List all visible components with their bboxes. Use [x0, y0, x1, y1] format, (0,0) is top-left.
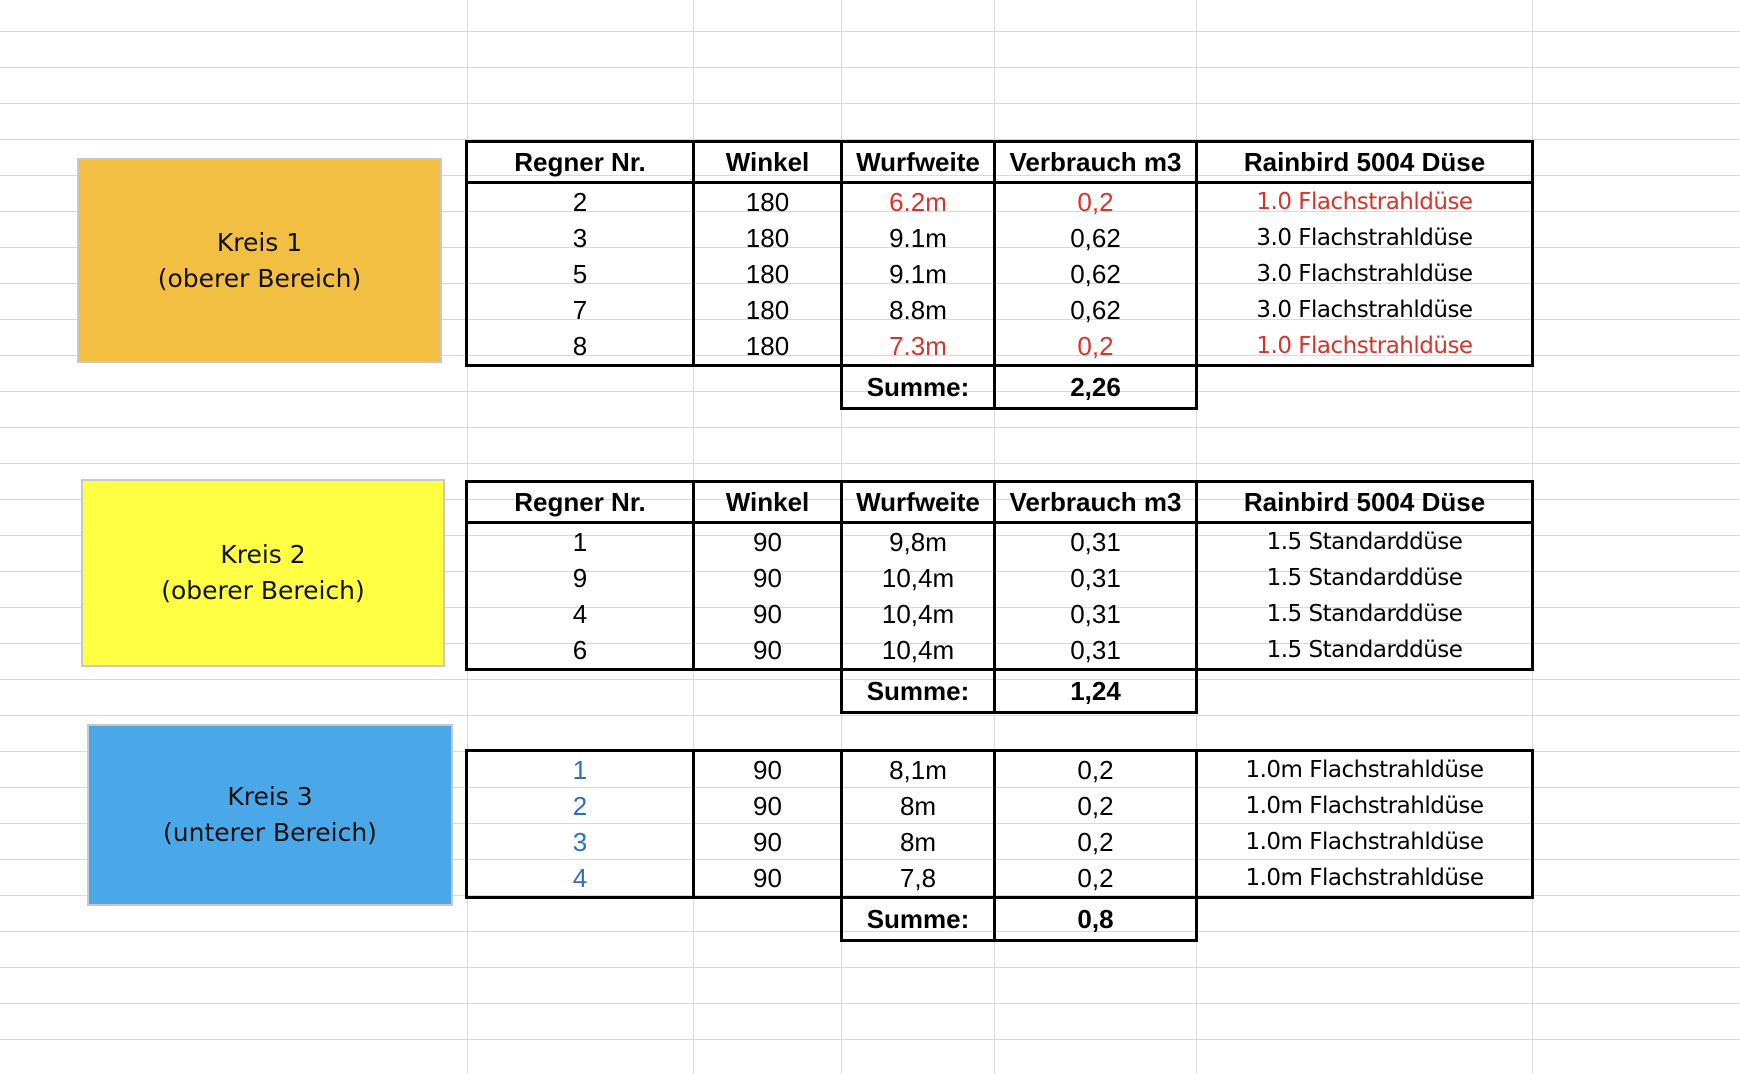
header-wurfweite[interactable]: Wurfweite: [842, 482, 995, 523]
cell-verbrauch[interactable]: 0,62: [995, 256, 1197, 292]
cell-winkel[interactable]: 90: [694, 860, 842, 898]
cell-winkel[interactable]: 180: [694, 220, 842, 256]
sum-row: [467, 366, 1533, 409]
sum-row: [467, 898, 1533, 941]
kreis-2-label[interactable]: [81, 479, 445, 667]
empty-cell: [694, 366, 842, 409]
sum-value[interactable]: 1,24: [995, 670, 1197, 713]
cell-regner-nr[interactable]: 1: [467, 751, 694, 789]
kreis-1-label[interactable]: [77, 158, 442, 363]
empty-cell: [467, 898, 694, 941]
table-row: [467, 824, 1533, 860]
header-duese[interactable]: Rainbird 5004 Düse: [1197, 142, 1533, 183]
cell-winkel[interactable]: 180: [694, 256, 842, 292]
kreis-title: Kreis 2: [220, 540, 306, 569]
cell-verbrauch[interactable]: 0,31: [995, 523, 1197, 561]
cell-regner-nr[interactable]: 4: [467, 860, 694, 898]
cell-winkel[interactable]: 180: [694, 183, 842, 221]
cell-duese[interactable]: 1.5 Standarddüse: [1197, 596, 1533, 632]
kreis-subtitle: (unterer Bereich): [163, 818, 377, 847]
cell-verbrauch[interactable]: 0,2: [995, 751, 1197, 789]
cell-regner-nr[interactable]: 7: [467, 292, 694, 328]
cell-winkel[interactable]: 90: [694, 560, 842, 596]
cell-wurfweite[interactable]: 10,4m: [842, 560, 995, 596]
cell-wurfweite[interactable]: 9.1m: [842, 256, 995, 292]
table-row: [467, 220, 1533, 256]
cell-duese[interactable]: 1.0m Flachstrahldüse: [1197, 824, 1533, 860]
table-row: [467, 523, 1533, 561]
header-duese[interactable]: Rainbird 5004 Düse: [1197, 482, 1533, 523]
cell-verbrauch[interactable]: 0,31: [995, 596, 1197, 632]
sum-label[interactable]: Summe:: [842, 366, 995, 409]
cell-wurfweite[interactable]: 7,8: [842, 860, 995, 898]
table-row: [467, 560, 1533, 596]
cell-regner-nr[interactable]: 9: [467, 560, 694, 596]
table-row: [467, 632, 1533, 670]
cell-regner-nr[interactable]: 4: [467, 596, 694, 632]
kreis-3-label[interactable]: [87, 724, 453, 906]
sum-label[interactable]: Summe:: [842, 670, 995, 713]
cell-winkel[interactable]: 90: [694, 751, 842, 789]
cell-verbrauch[interactable]: 0,2: [995, 860, 1197, 898]
cell-verbrauch[interactable]: 0,2: [995, 183, 1197, 221]
kreis-title: Kreis 1: [216, 227, 303, 257]
sprinkler-table-kreis-2: [465, 480, 1534, 714]
table-row: [467, 596, 1533, 632]
sprinkler-table-kreis-3: [465, 749, 1534, 942]
empty-cell: [1197, 670, 1533, 713]
table-row: [467, 328, 1533, 366]
empty-cell: [694, 898, 842, 941]
header-row: [467, 142, 1533, 183]
cell-duese[interactable]: 3.0 Flachstrahldüse: [1197, 256, 1533, 292]
kreis-subtitle: (oberer Bereich): [157, 263, 362, 293]
table-row: [467, 788, 1533, 824]
header-regner-nr[interactable]: Regner Nr.: [467, 142, 694, 183]
empty-cell: [467, 366, 694, 409]
cell-winkel[interactable]: 180: [694, 292, 842, 328]
cell-wurfweite[interactable]: 8m: [842, 824, 995, 860]
cell-duese[interactable]: 1.5 Standarddüse: [1197, 523, 1533, 561]
cell-wurfweite[interactable]: 9,8m: [842, 523, 995, 561]
cell-duese[interactable]: 1.5 Standarddüse: [1197, 560, 1533, 596]
cell-verbrauch[interactable]: 0,2: [995, 328, 1197, 366]
table-row: [467, 860, 1533, 898]
cell-winkel[interactable]: 90: [694, 596, 842, 632]
cell-duese[interactable]: 3.0 Flachstrahldüse: [1197, 292, 1533, 328]
header-verbrauch[interactable]: Verbrauch m3: [995, 482, 1197, 523]
cell-regner-nr[interactable]: 5: [467, 256, 694, 292]
cell-winkel[interactable]: 180: [694, 328, 842, 366]
empty-cell: [1197, 898, 1533, 941]
cell-duese[interactable]: 1.0m Flachstrahldüse: [1197, 788, 1533, 824]
cell-verbrauch[interactable]: 0,62: [995, 292, 1197, 328]
cell-duese[interactable]: 3.0 Flachstrahldüse: [1197, 220, 1533, 256]
cell-regner-nr[interactable]: 3: [467, 220, 694, 256]
table-row: [467, 256, 1533, 292]
cell-wurfweite[interactable]: 10,4m: [842, 596, 995, 632]
table-row: [467, 183, 1533, 221]
cell-winkel[interactable]: 90: [694, 632, 842, 670]
cell-wurfweite[interactable]: 9.1m: [842, 220, 995, 256]
sum-value[interactable]: 0,8: [995, 898, 1197, 941]
empty-cell: [467, 670, 694, 713]
cell-verbrauch[interactable]: 0,31: [995, 560, 1197, 596]
cell-regner-nr[interactable]: 8: [467, 328, 694, 366]
header-row: [467, 482, 1533, 523]
kreis-subtitle: (oberer Bereich): [161, 576, 365, 605]
cell-wurfweite[interactable]: 8m: [842, 788, 995, 824]
cell-regner-nr[interactable]: 2: [467, 788, 694, 824]
kreis-title: Kreis 3: [227, 782, 313, 811]
cell-winkel[interactable]: 90: [694, 824, 842, 860]
cell-regner-nr[interactable]: 1: [467, 523, 694, 561]
cell-verbrauch[interactable]: 0,62: [995, 220, 1197, 256]
sum-row: [467, 670, 1533, 713]
cell-winkel[interactable]: 90: [694, 523, 842, 561]
table-row: [467, 751, 1533, 789]
empty-cell: [1197, 366, 1533, 409]
cell-winkel[interactable]: 90: [694, 788, 842, 824]
sum-value[interactable]: 2,26: [995, 366, 1197, 409]
cell-regner-nr[interactable]: 6: [467, 632, 694, 670]
cell-verbrauch[interactable]: 0,2: [995, 824, 1197, 860]
cell-wurfweite[interactable]: 8,1m: [842, 751, 995, 789]
header-wurfweite[interactable]: Wurfweite: [842, 142, 995, 183]
sprinkler-table-kreis-1: [465, 140, 1534, 410]
cell-duese[interactable]: 1.0 Flachstrahldüse: [1197, 183, 1533, 221]
cell-wurfweite[interactable]: 6.2m: [842, 183, 995, 221]
cell-wurfweite[interactable]: 7.3m: [842, 328, 995, 366]
table-row: [467, 292, 1533, 328]
header-verbrauch[interactable]: Verbrauch m3: [995, 142, 1197, 183]
header-regner-nr[interactable]: Regner Nr.: [467, 482, 694, 523]
cell-duese[interactable]: 1.0 Flachstrahldüse: [1197, 328, 1533, 366]
cell-duese[interactable]: 1.5 Standarddüse: [1197, 632, 1533, 670]
cell-verbrauch[interactable]: 0,2: [995, 788, 1197, 824]
cell-wurfweite[interactable]: 10,4m: [842, 632, 995, 670]
header-winkel[interactable]: Winkel: [694, 142, 842, 183]
empty-cell: [694, 670, 842, 713]
cell-verbrauch[interactable]: 0,31: [995, 632, 1197, 670]
sum-label[interactable]: Summe:: [842, 898, 995, 941]
cell-duese[interactable]: 1.0m Flachstrahldüse: [1197, 860, 1533, 898]
cell-wurfweite[interactable]: 8.8m: [842, 292, 995, 328]
cell-regner-nr[interactable]: 3: [467, 824, 694, 860]
cell-regner-nr[interactable]: 2: [467, 183, 694, 221]
cell-duese[interactable]: 1.0m Flachstrahldüse: [1197, 751, 1533, 789]
header-winkel[interactable]: Winkel: [694, 482, 842, 523]
